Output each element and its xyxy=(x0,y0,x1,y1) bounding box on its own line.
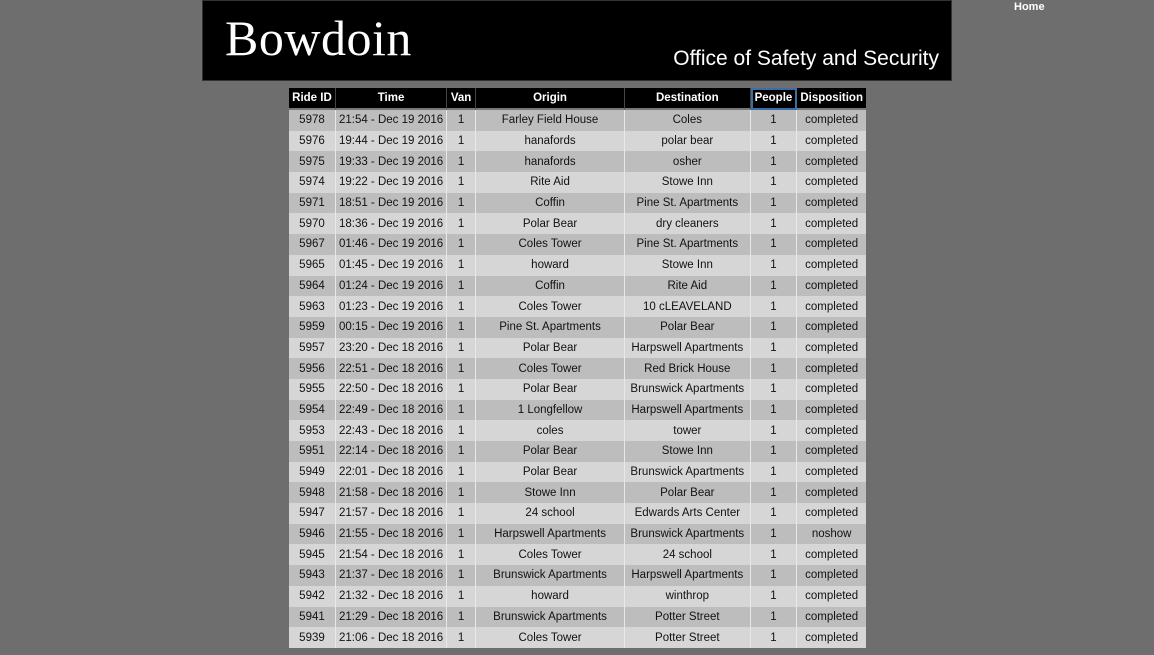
origin-cell: Coles Tower xyxy=(476,627,625,648)
van-cell: 1 xyxy=(447,586,476,607)
ride-id-cell: 5951 xyxy=(289,441,336,462)
destination-cell: winthrop xyxy=(625,586,751,607)
ride-id-cell: 5975 xyxy=(289,151,336,172)
people-cell: 1 xyxy=(751,358,798,379)
column-header-van[interactable]: Van xyxy=(447,88,476,110)
time-cell: 22:51 - Dec 18 2016 xyxy=(336,358,447,379)
column-header-origin[interactable]: Origin xyxy=(476,88,625,110)
van-cell: 1 xyxy=(447,317,476,338)
van-cell: 1 xyxy=(447,420,476,441)
origin-cell: hanafords xyxy=(476,151,625,172)
home-link[interactable]: Home xyxy=(1014,1,1045,13)
column-header-ride-id[interactable]: Ride ID xyxy=(289,88,336,110)
ride-id-cell: 5939 xyxy=(289,627,336,648)
ride-id-cell: 5955 xyxy=(289,379,336,400)
disposition-cell: completed xyxy=(797,276,866,297)
disposition-cell: completed xyxy=(797,482,866,503)
origin-cell: Polar Bear xyxy=(476,462,625,483)
ride-id-cell: 5948 xyxy=(289,482,336,503)
ride-id-cell: 5941 xyxy=(289,607,336,628)
disposition-cell: completed xyxy=(797,607,866,628)
ride-id-cell: 5976 xyxy=(289,131,336,152)
column-header-destination[interactable]: Destination xyxy=(625,88,751,110)
ride-id-cell: 5943 xyxy=(289,565,336,586)
people-cell: 1 xyxy=(751,151,798,172)
table-row xyxy=(289,276,866,297)
disposition-cell: completed xyxy=(797,441,866,462)
time-cell: 22:49 - Dec 18 2016 xyxy=(336,400,447,421)
disposition-cell: completed xyxy=(797,338,866,359)
destination-cell: dry cleaners xyxy=(625,213,751,234)
destination-cell: Polar Bear xyxy=(625,482,751,503)
people-cell: 1 xyxy=(751,213,798,234)
table-row xyxy=(289,234,866,255)
origin-cell: howard xyxy=(476,586,625,607)
origin-cell: Polar Bear xyxy=(476,338,625,359)
van-cell: 1 xyxy=(447,482,476,503)
ride-id-cell: 5957 xyxy=(289,338,336,359)
time-cell: 22:01 - Dec 18 2016 xyxy=(336,462,447,483)
table-row xyxy=(289,193,866,214)
table-row xyxy=(289,565,866,586)
origin-cell: Brunswick Apartments xyxy=(476,607,625,628)
ride-id-cell: 5974 xyxy=(289,172,336,193)
disposition-cell: completed xyxy=(797,172,866,193)
destination-cell: Potter Street xyxy=(625,627,751,648)
van-cell: 1 xyxy=(447,627,476,648)
origin-cell: Coffin xyxy=(476,276,625,297)
people-cell: 1 xyxy=(751,172,798,193)
disposition-cell: completed xyxy=(797,544,866,565)
time-cell: 22:43 - Dec 18 2016 xyxy=(336,420,447,441)
destination-cell: Stowe Inn xyxy=(625,172,751,193)
origin-cell: Rite Aid xyxy=(476,172,625,193)
office-title: Office of Safety and Security xyxy=(673,47,939,70)
van-cell: 1 xyxy=(447,358,476,379)
disposition-cell: completed xyxy=(797,565,866,586)
people-cell: 1 xyxy=(751,131,798,152)
van-cell: 1 xyxy=(447,110,476,131)
ride-id-cell: 5953 xyxy=(289,420,336,441)
disposition-cell: completed xyxy=(797,234,866,255)
table-row xyxy=(289,296,866,317)
destination-cell: Harpswell Apartments xyxy=(625,400,751,421)
time-cell: 21:54 - Dec 19 2016 xyxy=(336,110,447,131)
people-cell: 1 xyxy=(751,317,798,338)
time-cell: 19:22 - Dec 19 2016 xyxy=(336,172,447,193)
origin-cell: 1 Longfellow xyxy=(476,400,625,421)
destination-cell: Pine St. Apartments xyxy=(625,234,751,255)
table-row xyxy=(289,524,866,545)
table-row xyxy=(289,607,866,628)
origin-cell: Coles Tower xyxy=(476,544,625,565)
table-row xyxy=(289,110,866,131)
disposition-cell: noshow xyxy=(797,524,866,545)
disposition-cell: completed xyxy=(797,110,866,131)
van-cell: 1 xyxy=(447,296,476,317)
table-row xyxy=(289,172,866,193)
disposition-cell: completed xyxy=(797,193,866,214)
van-cell: 1 xyxy=(447,462,476,483)
time-cell: 23:20 - Dec 18 2016 xyxy=(336,338,447,359)
destination-cell: Potter Street xyxy=(625,607,751,628)
people-cell: 1 xyxy=(751,462,798,483)
rides-table-body xyxy=(289,110,866,648)
origin-cell: Polar Bear xyxy=(476,379,625,400)
time-cell: 19:33 - Dec 19 2016 xyxy=(336,151,447,172)
disposition-cell: completed xyxy=(797,255,866,276)
disposition-cell: completed xyxy=(797,358,866,379)
origin-cell: hanafords xyxy=(476,131,625,152)
people-cell: 1 xyxy=(751,193,798,214)
ride-id-cell: 5967 xyxy=(289,234,336,255)
table-row xyxy=(289,379,866,400)
people-cell: 1 xyxy=(751,276,798,297)
destination-cell: osher xyxy=(625,151,751,172)
ride-id-cell: 5954 xyxy=(289,400,336,421)
disposition-cell: completed xyxy=(797,462,866,483)
van-cell: 1 xyxy=(447,172,476,193)
disposition-cell: completed xyxy=(797,420,866,441)
origin-cell: Coffin xyxy=(476,193,625,214)
people-cell: 1 xyxy=(751,607,798,628)
table-row xyxy=(289,586,866,607)
destination-cell: Brunswick Apartments xyxy=(625,524,751,545)
time-cell: 21:55 - Dec 18 2016 xyxy=(336,524,447,545)
destination-cell: Rite Aid xyxy=(625,276,751,297)
disposition-cell: completed xyxy=(797,379,866,400)
origin-cell: Stowe Inn xyxy=(476,482,625,503)
time-cell: 22:14 - Dec 18 2016 xyxy=(336,441,447,462)
disposition-cell: completed xyxy=(797,627,866,648)
van-cell: 1 xyxy=(447,379,476,400)
time-cell: 01:46 - Dec 19 2016 xyxy=(336,234,447,255)
destination-cell: 10 cLEAVELAND xyxy=(625,296,751,317)
van-cell: 1 xyxy=(447,524,476,545)
van-cell: 1 xyxy=(447,131,476,152)
origin-cell: Coles Tower xyxy=(476,358,625,379)
disposition-cell: completed xyxy=(797,151,866,172)
time-cell: 21:54 - Dec 18 2016 xyxy=(336,544,447,565)
destination-cell: Edwards Arts Center xyxy=(625,503,751,524)
origin-cell: Pine St. Apartments xyxy=(476,317,625,338)
people-cell: 1 xyxy=(751,296,798,317)
ride-id-cell: 5949 xyxy=(289,462,336,483)
table-row xyxy=(289,317,866,338)
van-cell: 1 xyxy=(447,276,476,297)
destination-cell: Brunswick Apartments xyxy=(625,379,751,400)
time-cell: 21:29 - Dec 18 2016 xyxy=(336,607,447,628)
people-cell: 1 xyxy=(751,482,798,503)
van-cell: 1 xyxy=(447,441,476,462)
people-cell: 1 xyxy=(751,441,798,462)
ride-id-cell: 5963 xyxy=(289,296,336,317)
time-cell: 01:24 - Dec 19 2016 xyxy=(336,276,447,297)
disposition-cell: completed xyxy=(797,317,866,338)
people-cell: 1 xyxy=(751,627,798,648)
table-row xyxy=(289,627,866,648)
time-cell: 18:36 - Dec 19 2016 xyxy=(336,213,447,234)
time-cell: 19:44 - Dec 19 2016 xyxy=(336,131,447,152)
time-cell: 21:06 - Dec 18 2016 xyxy=(336,627,447,648)
van-cell: 1 xyxy=(447,213,476,234)
time-cell: 21:32 - Dec 18 2016 xyxy=(336,586,447,607)
origin-cell: 24 school xyxy=(476,503,625,524)
disposition-cell: completed xyxy=(797,131,866,152)
people-cell: 1 xyxy=(751,234,798,255)
origin-cell: Coles Tower xyxy=(476,234,625,255)
origin-cell: Coles Tower xyxy=(476,296,625,317)
people-cell: 1 xyxy=(751,565,798,586)
rides-table xyxy=(289,88,866,648)
time-cell: 00:15 - Dec 19 2016 xyxy=(336,317,447,338)
table-row xyxy=(289,503,866,524)
van-cell: 1 xyxy=(447,234,476,255)
destination-cell: Stowe Inn xyxy=(625,441,751,462)
ride-id-cell: 5971 xyxy=(289,193,336,214)
van-cell: 1 xyxy=(447,544,476,565)
table-row xyxy=(289,358,866,379)
ride-id-cell: 5978 xyxy=(289,110,336,131)
ride-id-cell: 5947 xyxy=(289,503,336,524)
destination-cell: Brunswick Apartments xyxy=(625,462,751,483)
destination-cell: polar bear xyxy=(625,131,751,152)
table-row xyxy=(289,420,866,441)
table-row xyxy=(289,255,866,276)
column-header-time[interactable]: Time xyxy=(336,88,447,110)
table-row xyxy=(289,151,866,172)
people-cell: 1 xyxy=(751,400,798,421)
table-row xyxy=(289,441,866,462)
destination-cell: Harpswell Apartments xyxy=(625,338,751,359)
people-cell: 1 xyxy=(751,524,798,545)
destination-cell: Red Brick House xyxy=(625,358,751,379)
ride-id-cell: 5956 xyxy=(289,358,336,379)
van-cell: 1 xyxy=(447,151,476,172)
ride-id-cell: 5964 xyxy=(289,276,336,297)
ride-id-cell: 5942 xyxy=(289,586,336,607)
destination-cell: Stowe Inn xyxy=(625,255,751,276)
time-cell: 18:51 - Dec 19 2016 xyxy=(336,193,447,214)
van-cell: 1 xyxy=(447,193,476,214)
time-cell: 01:23 - Dec 19 2016 xyxy=(336,296,447,317)
origin-cell: Farley Field House xyxy=(476,110,625,131)
people-cell: 1 xyxy=(751,338,798,359)
time-cell: 01:45 - Dec 19 2016 xyxy=(336,255,447,276)
time-cell: 21:37 - Dec 18 2016 xyxy=(336,565,447,586)
table-row xyxy=(289,400,866,421)
van-cell: 1 xyxy=(447,565,476,586)
time-cell: 21:58 - Dec 18 2016 xyxy=(336,482,447,503)
site-header xyxy=(202,0,952,81)
people-cell: 1 xyxy=(751,255,798,276)
origin-cell: Brunswick Apartments xyxy=(476,565,625,586)
van-cell: 1 xyxy=(447,400,476,421)
origin-cell: Harpswell Apartments xyxy=(476,524,625,545)
van-cell: 1 xyxy=(447,503,476,524)
origin-cell: Polar Bear xyxy=(476,213,625,234)
disposition-cell: completed xyxy=(797,586,866,607)
van-cell: 1 xyxy=(447,338,476,359)
table-row xyxy=(289,338,866,359)
destination-cell: Polar Bear xyxy=(625,317,751,338)
ride-id-cell: 5946 xyxy=(289,524,336,545)
time-cell: 21:57 - Dec 18 2016 xyxy=(336,503,447,524)
destination-cell: Harpswell Apartments xyxy=(625,565,751,586)
people-cell: 1 xyxy=(751,110,798,131)
ride-id-cell: 5970 xyxy=(289,213,336,234)
table-row xyxy=(289,482,866,503)
disposition-cell: completed xyxy=(797,213,866,234)
ride-id-cell: 5945 xyxy=(289,544,336,565)
disposition-cell: completed xyxy=(797,400,866,421)
people-cell: 1 xyxy=(751,379,798,400)
people-cell: 1 xyxy=(751,586,798,607)
origin-cell: Polar Bear xyxy=(476,441,625,462)
people-cell: 1 xyxy=(751,503,798,524)
time-cell: 22:50 - Dec 18 2016 xyxy=(336,379,447,400)
column-header-people[interactable]: People xyxy=(751,88,798,110)
disposition-cell: completed xyxy=(797,503,866,524)
ride-id-cell: 5959 xyxy=(289,317,336,338)
table-header-row xyxy=(289,88,866,110)
destination-cell: Coles xyxy=(625,110,751,131)
van-cell: 1 xyxy=(447,607,476,628)
origin-cell: howard xyxy=(476,255,625,276)
destination-cell: Pine St. Apartments xyxy=(625,193,751,214)
table-row xyxy=(289,131,866,152)
table-row xyxy=(289,213,866,234)
destination-cell: tower xyxy=(625,420,751,441)
destination-cell: 24 school xyxy=(625,544,751,565)
origin-cell: coles xyxy=(476,420,625,441)
bowdoin-logo[interactable]: Bowdoin xyxy=(225,10,412,66)
column-header-disposition[interactable]: Disposition xyxy=(797,88,866,110)
table-row xyxy=(289,462,866,483)
people-cell: 1 xyxy=(751,544,798,565)
van-cell: 1 xyxy=(447,255,476,276)
ride-id-cell: 5965 xyxy=(289,255,336,276)
people-cell: 1 xyxy=(751,420,798,441)
table-row xyxy=(289,544,866,565)
disposition-cell: completed xyxy=(797,296,866,317)
